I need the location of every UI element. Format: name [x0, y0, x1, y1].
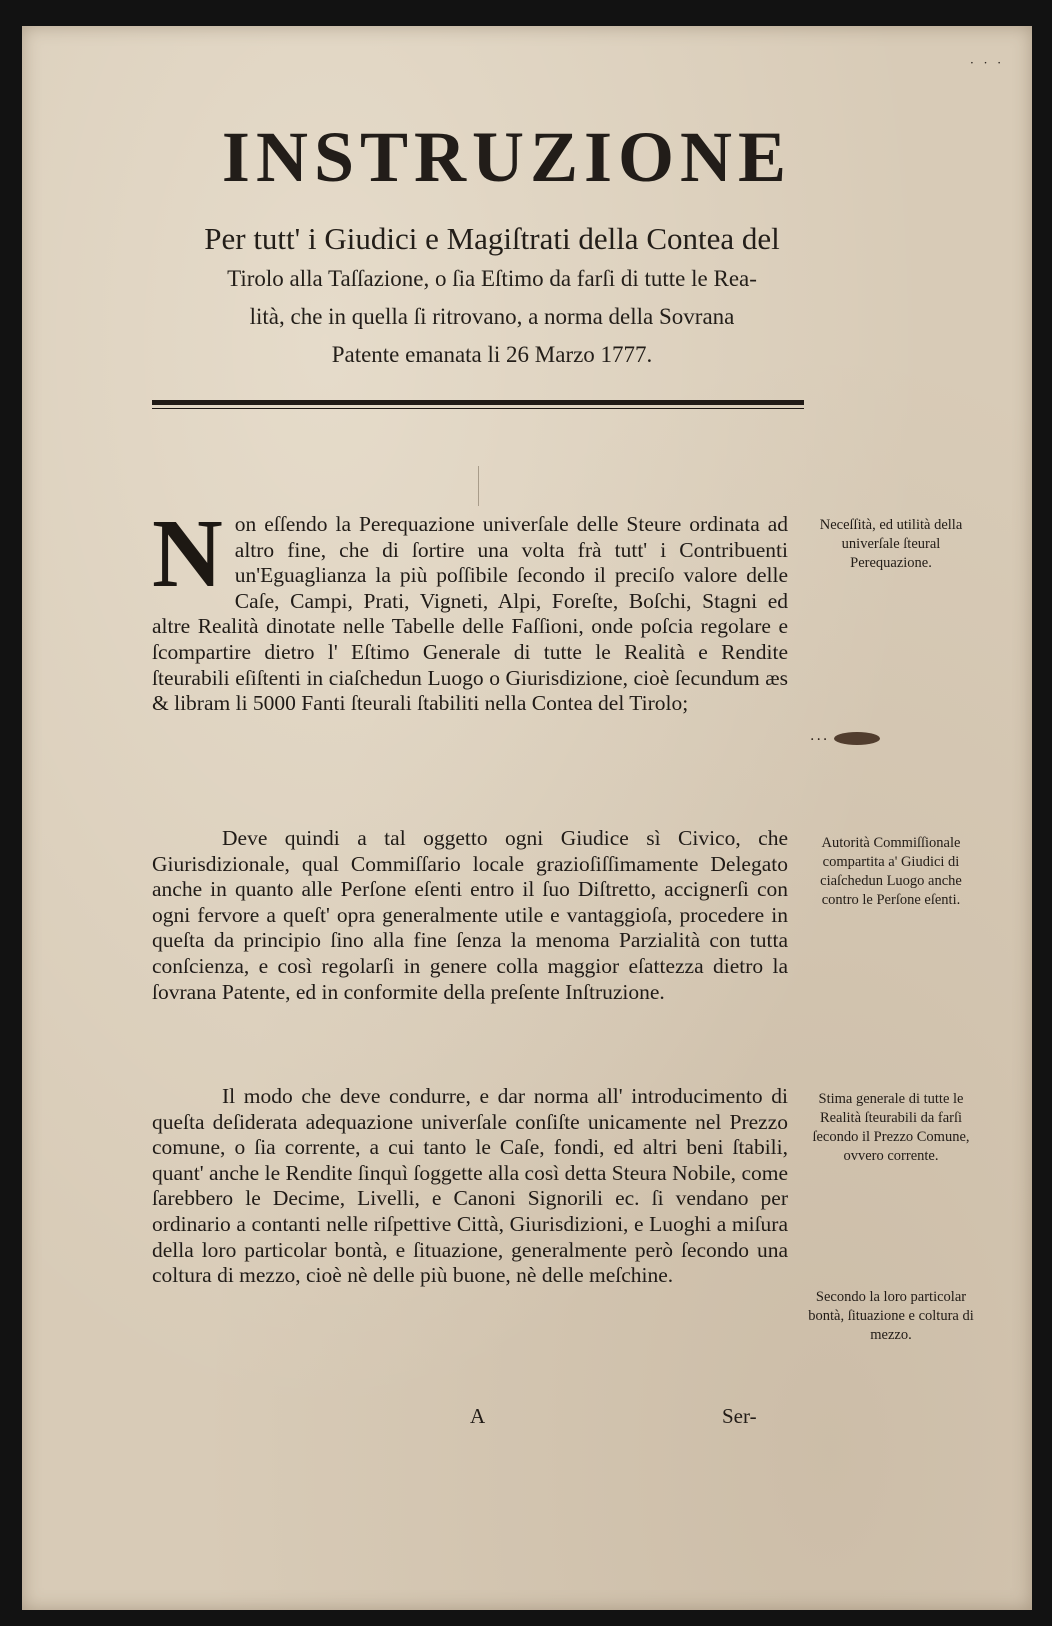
catchword: Ser- [722, 1404, 757, 1428]
ink-blot [834, 732, 880, 745]
margin-note-4: Secondo la loro particolar bontà, ſituazione e coltura di mezzo. [808, 1289, 974, 1343]
subtitle-line-1: Per tutt' i Giudici e Magiſtrati della Contea del [204, 221, 780, 256]
document-subtitle [152, 218, 832, 374]
subtitle-line-3: lità, che in quella ſi ritrovano, a norma della Sovrana [249, 304, 735, 329]
paragraph-2: Deve quindi a tal oggetto ogni Giudice sì Civico, che Giurisdizionale, qual Commiſſario locale grazioſiſſimamente Delegato anche in quanto alle Perſone eſenti entro il ſuo Diſtretto, accignerſi con ogni fervore a queſt' opra generalmente utile e vantaggioſa, procedere in queſta da principio ſino alla fine ſenza la menoma Parzialità con tutta conſcienza, e così regolarſi in genere colla maggior eſattezza dietro la ſovrana Patente, ed in conformite della preſente Inſtruzione. [152, 826, 788, 1004]
paper-crease [478, 466, 479, 506]
subtitle-line-2: Tirolo alla Taſſazione, o ſia Eſtimo da farſi di tutte le Rea- [227, 266, 757, 291]
title-rule-divider [152, 400, 804, 409]
margin-note-3: Stima generale di tutte le Realità ſteurabili da farſi ſecondo il Prezzo Comune, ovvero corrente. [812, 1091, 970, 1164]
subtitle-line-4: Patente emanata li 26 Marzo 1777. [331, 342, 653, 367]
margin-note-1: Neceſſità, ed utilità della univerſale ſteural Perequazione. [819, 517, 963, 571]
paragraph-3: Il modo che deve condurre, e dar norma all' introducimento di queſta deſiderata adequazione univerſale conſiſte unicamente nel Prezzo comune, o ſia corrente, a cui tanto le Caſe, fondi, ed altri beni ſtabili, quant' anche le Rendite ſinquì ſoggette alla così detta Steura Nobile, come ſarebbero le Decime, Livelli, e Canoni Signorili ec. ſi vendano per ordinario a contanti nelle riſpettive Città, Giurisdizioni, e Luoghi a miſura della loro particolar bontà, e ſituazione, generalmente però ſecondo una coltura di mezzo, cioè nè delle più buone, nè delle meſchine. [152, 1084, 788, 1288]
signature-mark: A [470, 1404, 486, 1428]
edge-marks: · · · [970, 56, 1005, 70]
paragraph-1-text: on eſſendo la Perequazione univerſale delle Steure ordinata ad altro fine, che di ſortire una volta frà tutt' i Contribuenti un'Eguaglianza la più poſſibile ſecondo il preciſo valore delle Caſe, Campi, Prati, Vigneti, Alpi, Foreſte, Boſchi, Stagni ed altre Realità dinotate nelle Tabelle delle Faſſioni, onde poſcia regolare e ſcompartire dietro l' Eſtimo Generale di tutte le Realità e Rendite ſteurabili eſiſtenti in ciaſchedun Luogo o Giurisdizione, cioè ſecundum æs & libram li 5000 Fanti ſteurali ſtabiliti nella Contea del Tirolo; [152, 512, 788, 716]
document-page [22, 26, 1032, 1610]
ink-dots: ··· [810, 732, 830, 748]
paragraph-1 [152, 500, 788, 717]
document-title: INSTRUZIONE [221, 117, 793, 197]
margin-note-2: Autorità Commiſſionale compartita a' Giudici di ciaſchedun Luogo anche contro le Perſone eſenti. [820, 835, 962, 908]
drop-cap: N [152, 500, 223, 608]
